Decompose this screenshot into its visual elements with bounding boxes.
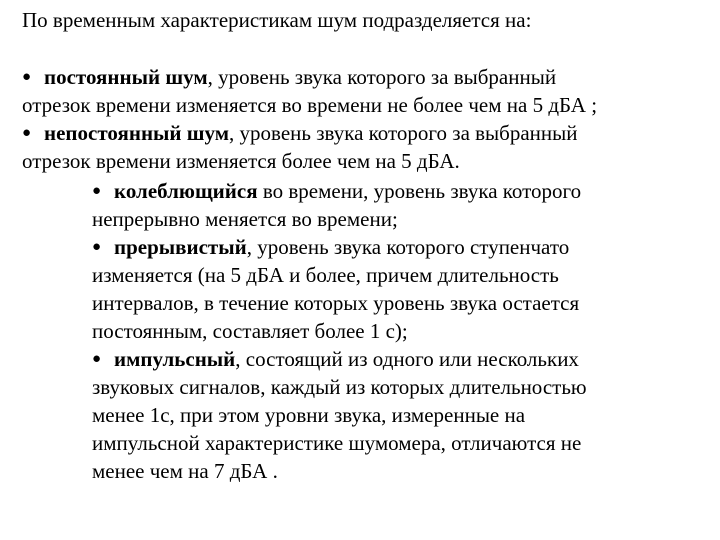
definition-text: изменяется (на 5 дБА и более, причем длительность (92, 263, 559, 287)
definition-text: во времени, уровень звука которого (257, 179, 582, 203)
bullet-icon: ● (22, 125, 32, 141)
definition-text: непрерывно меняется во времени; (92, 207, 398, 231)
slide-heading: По временным характеристикам шум подразделяется на: (22, 8, 532, 32)
definition-text: , состоящий из одного или нескольких (235, 347, 579, 371)
definition-text: отрезок времени изменяется во времени не более чем на 5 дБА ; (22, 93, 598, 117)
definition-text: звуковых сигналов, каждый из которых длительностью (92, 375, 587, 399)
definition-text: импульсной характеристике шумомера, отличаются не (92, 431, 582, 455)
bullet-icon: ● (92, 351, 102, 367)
definition-text: интервалов, в течение которых уровень звука остается (92, 291, 580, 315)
definition-text: отрезок времени изменяется более чем на 5 дБА. (22, 149, 460, 173)
definition-text: , уровень звука которого за выбранный (229, 121, 578, 145)
definition-text: менее чем на 7 дБА . (92, 459, 278, 483)
list-item-impulse (92, 345, 587, 485)
bullet-icon: ● (22, 69, 32, 85)
definition-text: , уровень звука которого ступенчато (246, 235, 570, 259)
term-constant-noise: постоянный шум (44, 65, 208, 89)
bullet-icon: ● (92, 239, 102, 255)
bullet-icon: ● (92, 183, 102, 199)
list-item-intermittent (92, 233, 587, 345)
list-item-fluctuating (92, 177, 587, 233)
main-noise-type-list (22, 63, 597, 175)
term-variable-noise: непостоянный шум (44, 121, 230, 145)
definition-text: , уровень звука которого за выбранный (207, 65, 557, 89)
definition-text: постоянным, составляет более 1 с); (92, 319, 408, 343)
term-fluctuating: колеблющийся (114, 179, 258, 203)
list-item-constant-noise (22, 63, 597, 119)
variable-noise-subtype-list (92, 177, 587, 485)
term-impulse: импульсный (114, 347, 236, 371)
list-item-variable-noise (22, 119, 597, 175)
definition-text: менее 1с, при этом уровни звука, измеренные на (92, 403, 526, 427)
term-intermittent: прерывистый (114, 235, 247, 259)
